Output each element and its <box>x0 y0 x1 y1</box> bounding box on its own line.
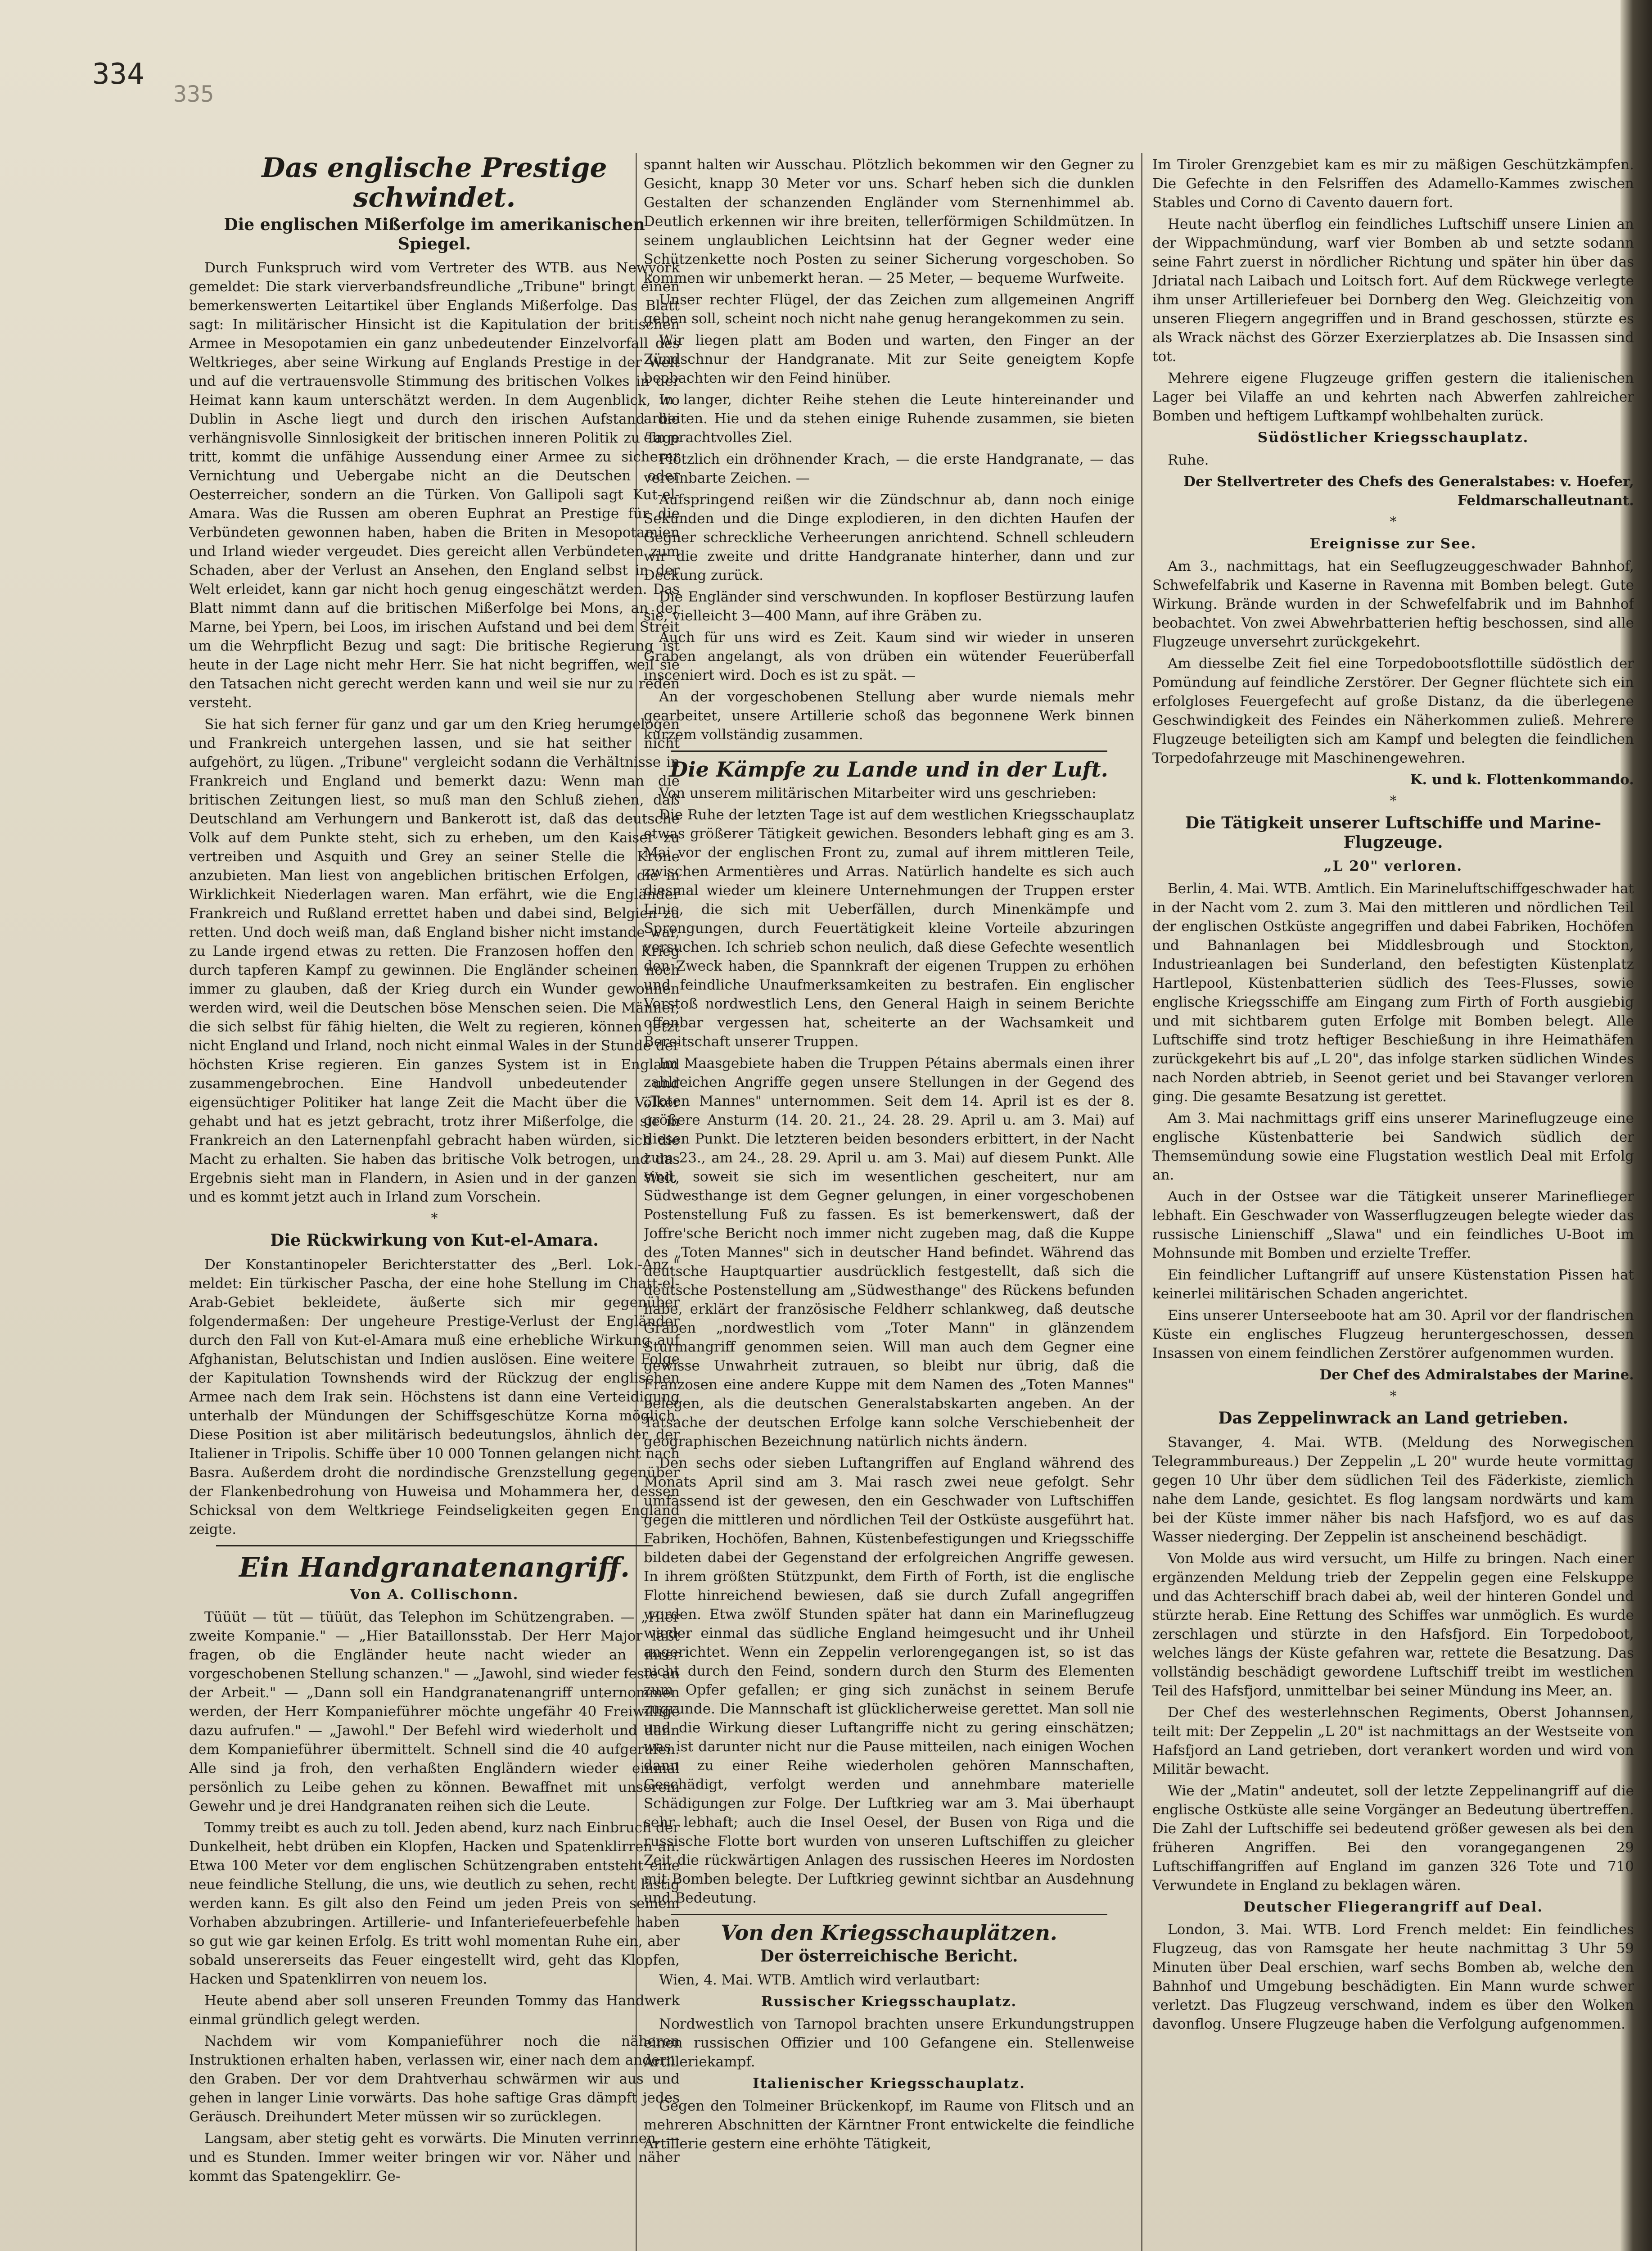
article-paragraph: An der vorgeschobenen Stellung aber wurde niemals mehr gearbeitet, unsere Artillerie schoß das begonnene Werk binnen kurzem vollständig zusammen. <box>644 689 1134 743</box>
headline: Die Kämpfe zu Lande und in der Luft. <box>670 757 1108 782</box>
article-paragraph: In langer, dichter Reihe stehen die Leute hintereinander und arbeiten. Hie und da stehen einige Ruhende zusammen, sie bieten ein prachtvolles Ziel. <box>644 392 1134 446</box>
signature: Der Stellvertreter des Chefs des Generalstabes: v. Hoefer, Feldmarschalleutnant. <box>1183 474 1634 509</box>
headline: Die Rückwirkung von Kut-el-Amara. <box>270 1231 599 1250</box>
subheadline: Der österreichische Bericht. <box>760 1947 1018 1966</box>
headline: Ein Handgranatenangriff. <box>239 1551 630 1583</box>
article-paragraph: Tommy treibt es auch zu toll. Jeden abend, kurz nach Einbruch der Dunkelheit, hebt drüben ein Klopfen, Hacken und Spatenklirren an. Etwa 100 Meter vor dem englischen Schützengraben entsteht eine neue feindliche Stellung, die uns, wie deutlich zu sehen, recht lästig werden kann. Es gilt also den Feind um jeden Preis von seinem Vorhaben abzubringen. Artillerie- und Infanteriefeuerbefehle haben so gut wie gar keinen Erfolg. Es tritt wohl momentan Ruhe ein, aber sobald unsererseits das Feuer eingestellt wird, geht das Klopfen, Hacken und Spatenklirren von neuem los. <box>189 1819 680 1987</box>
handwritten-note: 335 <box>173 81 214 107</box>
column-middle <box>644 155 1134 2251</box>
divider <box>216 1545 653 1546</box>
article-paragraph: Eins unserer Unterseeboote hat am 30. April vor der flandrischen Küste ein englisches Flugzeug heruntergeschossen, dessen Insassen von einem feindlichen Zerstörer aufgenommen wurden. <box>1152 1307 1634 1362</box>
page-number: 334 <box>92 58 144 91</box>
column-right <box>1152 155 1634 2251</box>
article-paragraph: Stavanger, 4. Mai. WTB. (Meldung des Norwegischen Telegrammbureaus.) Der Zeppelin „L 20" wurde heute vormittag gegen 10 Uhr über dem südlichen Teil des Fäderkiste, ziemlich nahe dem Lande, gesichtet. Es flog langsam nordwärts und kam bei der Küste immer näher bis nach Hafsfjord, wo es auf das Wasser niederging. Der Zeppelin ist anscheinend beschädigt. <box>1152 1434 1634 1545</box>
article-paragraph: Von unserem militärischen Mitarbeiter wird uns geschrieben: <box>659 785 1097 801</box>
column-left <box>189 149 680 2251</box>
article-paragraph: Tüüüt — tüt — tüüüt, das Telephon im Schützengraben. — „Hier zweite Kompanie." — „Hier Bataillonsstab. Der Herr Major läßt fragen, ob die Engländer heute nacht wieder an ihrer vorgeschobenen Stellung schanzen." — „Jawohl, sind wieder feste an der Arbeit." — „Dann soll ein Handgranatenangriff unternommen werden, der Herr Kompanieführer möchte ungefähr 40 Freiwillige dazu aufrufen." — „Jawohl." Der Befehl wird wiederholt und dann dem Kompanieführer übermittelt. Schnell sind die 40 aufgerufen. Alle sind ja froh, den verhaßten Engländern wieder einmal persönlich zu Leibe gehen zu können. Bewaffnet mit unserem Gewehr und je drei Handgranaten reihen sich die Leute. <box>189 1609 680 1814</box>
article-paragraph: Ein feindlicher Luftangriff auf unsere Küstenstation Pissen hat keinerlei militärischen Schaden angerichtet. <box>1152 1267 1634 1302</box>
article-paragraph: Wien, 4. Mai. WTB. Amtlich wird verlautbart: <box>659 1972 980 1989</box>
signature: K. und k. Flottenkommando. <box>1410 772 1634 788</box>
byline: Von A. Collischonn. <box>350 1586 519 1603</box>
column-rule <box>1141 153 1142 2251</box>
subheadline: „L 20" verloren. <box>1323 858 1463 875</box>
article-paragraph: Wir liegen platt am Boden und warten, den Finger an der Zündschnur der Handgranate. Mit zur Seite geneigtem Kopfe beobachten wir den Feind hinüber. <box>644 332 1134 386</box>
signature: Der Chef des Admiralstabes der Marine. <box>1319 1367 1634 1383</box>
headline: Die Tätigkeit unserer Luftschiffe und Marine-Flugzeuge. <box>1185 814 1602 852</box>
article-paragraph: Gegen den Tolmeiner Brückenkopf, im Raume von Flitsch und an mehreren Abschnitten der Kärntner Front entwickelte die feindliche Artillerie gestern eine erhöhte Tätigkeit, <box>644 2098 1134 2152</box>
article-paragraph: Den sechs oder sieben Luftangriffen auf England während des Monats April sind am 3. Mai rasch zwei neue gefolgt. Sehr umfassend ist der gewesen, den ein Geschwader von Luftschiffen gegen die mittleren und nördlichen Teil der Ostküste ausgeführt hat. Fabriken, Hochöfen, Bahnen, Küstenbefestigungen und Kriegsschiffe bildeten dabei der Gegenstand der erfolgreichen Angriffe gewesen. In ihrem größten Stützpunkt, dem Firth of Forth, ist die englische Flotte hinreichend bewiesen, daß sie durch Zufall angegriffen worden. Etwa zwölf Stunden später hat dann ein Marineflugzeug wieder einmal das südliche England heimgesucht und ihr Unheil angerichtet. Wenn ein Zeppelin verlorengegangen ist, so ist das nicht durch den Feind, sondern durch den Sturm des Elementen zum Opfer gefallen; er ging sich zunächst in seinem Berufe zugrunde. Die Mannschaft ist glücklicherweise gerettet. Man soll nie und die Wirkung dieser Luftangriffe nicht zu gering einschätzen; was ist darunter nicht nur die Pause mitteilen, nach einigen Wochen dann zu einer Reihe wiederholen gehören Mannschaften, Geschädigt, verfolgt werden und annehmbare materielle Schädigungen zur Folge. Der Luftkrieg war am 3. Mai überhaupt sehr lebhaft; auch die Insel Oesel, der Busen von Riga und die russische Flotte bort wurden von unseren Luftschiffen zu gleicher Zeit die rückwärtigen Anlagen des russischen Heeres im Nordosten mit Bomben belegte. Der Luftkrieg gewinnt sichtbar an Ausdehnung und Bedeutung. <box>644 1455 1134 1906</box>
article-paragraph: Am 3., nachmittags, hat ein Seeflugzeuggeschwader Bahnhof, Schwefelfabrik und Kaserne in Ravenna mit Bomben belegt. Gute Wirkung. Brände wurden in der Schwefelfabrik und im Bahnhof beobachtet. Von zwei Abwehrbatterien heftig beschossen, sind alle Flugzeuge unversehrt zurückgekehrt. <box>1152 558 1634 650</box>
article-paragraph: Nordwestlich von Tarnopol brachten unsere Erkundungstruppen einen russischen Offizier und 100 Gefangene ein. Stellenweise Artilleriekampf. <box>644 2016 1134 2070</box>
headline: Das Zeppelinwrack an Land getrieben. <box>1218 1409 1568 1428</box>
article-paragraph: Am 3. Mai nachmittags griff eins unserer Marineflugzeuge eine englische Küstenbatterie bei Sandwich südlich der Themsemündung sowie eine Flugstation westlich Deal mit Erfolg an. <box>1152 1110 1634 1184</box>
headline: Das englische Prestige schwindet. <box>262 152 607 213</box>
article-paragraph: Berlin, 4. Mai. WTB. Amtlich. Ein Marineluftschiffgeschwader hat in der Nacht vom 2. zum 3. Mai den mittleren und nördlichen Teil der englischen Ostküste angegriffen und dabei Fabriken, Hochöfen und Bahnanlagen bei Middlesbrough und Stockton, Industrieanlagen bei Sunderland, den befestigten Küstenplatz Hartlepool, Küstenbatterien südlich des Tees-Flusses, sowie englische Kriegsschiffe am Eingang zum Firth of Forth ausgiebig und mit sichtbarem guten Erfolge mit Bomben belegt. Alle Luftschiffe sind trotz heftiger Beschießung in ihre Heimathäfen zurückgekehrt bis auf „L 20", das infolge starken südlichen Windes nach Norden abtrieb, in Seenot geriet und bei Stavanger verloren ging. Die gesamte Besatzung ist gerettet. <box>1152 881 1634 1105</box>
article-paragraph: Am diesselbe Zeit fiel eine Torpedobootsflottille südöstlich der Pomündung auf feindliche Zerstörer. Der Gegner flüchtete sich ein erfolgloses Feuergefecht auf große Distanz, da die überlegene Geschwindigkeit des Feindes ein Näherkommen zuließ. Mehrere Flugzeuge beteiligten sich am Kampf und belegten die feindlichen Torpedofahrzeuge mit Maschinengewehren. <box>1152 655 1634 766</box>
article-paragraph: Die Engländer sind verschwunden. In kopfloser Bestürzung laufen sie, vielleicht 3—400 Mann, auf ihre Gräben zu. <box>644 589 1134 624</box>
article-paragraph: Unser rechter Flügel, der das Zeichen zum allgemeinen Angriff geben soll, scheint noch nicht nahe genug herangekommen zu sein. <box>644 292 1134 327</box>
article-paragraph: Auch für uns wird es Zeit. Kaum sind wir wieder in unseren Graben angelangt, als von drüben ein wütender Feuerüberfall insceniert wird. Doch es ist zu spät. — <box>644 629 1134 683</box>
section-heading: Italienischer Kriegsschauplatz. <box>753 2075 1025 2092</box>
section-heading: Ereignisse zur See. <box>1309 536 1477 552</box>
article-paragraph: Auch in der Ostsee war die Tätigkeit unserer Marineflieger lebhaft. Ein Geschwader von Wasserflugzeugen belegte wieder das russische Linienschiff „Slawa" und ein feindliches U-Boot im Mohnsunde mit Bomben und erzielte Treffer. <box>1152 1189 1634 1262</box>
section-heading: Südöstlicher Kriegsschauplatz. <box>1257 429 1529 446</box>
headline: Deutscher Fliegerangriff auf Deal. <box>1243 1898 1544 1915</box>
article-paragraph: Durch Funkspruch wird vom Vertreter des WTB. aus Newyork gemeldet: Die stark vierverbandsfreundliche „Tribune" bringt einen bemerkenswerten Leitartikel über Englands Mißerfolge. Das Blatt sagt: In militärischer Hinsicht ist die Kapitulation der britischen Armee in Mesopotamien ein ganz unbedeutender Einzelvorfall des Weltkrieges, aber seine Wirkung auf Englands Prestige in der Welt und auf die vertrauensvolle Stimmung des britischen Volkes in der Heimat kann kaum unterschätzt werden. In dem Augenblick, wo Dublin in Asche liegt und durch den irischen Aufstand die verhängnisvolle Sinnlosigkeit der britischen inneren Politik zu Tage tritt, kommt die unfähige Aussendung einer Armee zu sicherer Vernichtung und Uebergabe nicht an die Deutschen oder Oesterreicher, sondern an die Türken. Von Gallipoli sagt Kut-el-Amara. Was die Russen am oberen Euphrat an Prestige für die Verbündeten gewonnen haben, haben die Briten in Mesopotamien und Irland wieder vergeudet. Dies gereicht allen Verbündeten zum Schaden, aber der Verlust an Ansehen, den England selbst in der Welt erleidet, kann gar nicht hoch genug eingeschätzt werden. Das Blatt nimmt dann auf die britischen Mißerfolge bei Mons, an der Marne, bei Ypern, bei Loos, im irischen Aufstand und bei dem Streit um die Wehrpflicht Bezug und sagt: Die britische Regierung ist heute in der Lage nicht mehr Herr. Sie hat nicht begriffen, weil sie den Tatsachen nicht gerecht werden kann und weil sie nur zu reden versteht. <box>189 260 680 711</box>
article-paragraph: Aufspringend reißen wir die Zündschnur ab, dann noch einige Sekunden und die Dinge explodieren, in den dichten Haufen der Gegner schreckliche Verheerungen anrichtend. Schnell schleudern wir die zweite und dritte Handgranate hinterher, dann und zur Deckung zurück. <box>644 492 1134 583</box>
article-paragraph: Mehrere eigene Flugzeuge griffen gestern die italienischen Lager bei Vilaffe an und kehrten nach Abwerfen zahlreicher Bomben und heftigem Luftkampf wohlbehalten zurück. <box>1152 370 1634 424</box>
divider <box>671 750 1107 752</box>
separator-asterisk: * <box>1390 514 1397 530</box>
article-paragraph: Im Tiroler Grenzgebiet kam es mir zu mäßigen Geschützkämpfen. Die Gefechte in den Felsriffen des Adamello-Kammes zwischen Stables und Corno di Cavento dauern fort. <box>1152 157 1634 211</box>
separator-asterisk: * <box>431 1211 438 1227</box>
article-paragraph: London, 3. Mai. WTB. Lord French meldet: Ein feindliches Flugzeug, das von Ramsgate her heute nachmittag 3 Uhr 59 Minuten über Deal erschien, warf sechs Bomben ab, welche den Bahnhof und Umgebung beschädigten. Ein Mann wurde schwer verletzt. Das Flugzeug verschwand, indem es über den Wolken davonflog. Unsere Flugzeuge haben die Verfolgung aufgenommen. <box>1152 1921 1634 2032</box>
separator-asterisk: * <box>1390 1388 1397 1405</box>
article-paragraph: Der Konstantinopeler Berichterstatter des „Berl. Lok.-Anz." meldet: Ein türkischer Pascha, der eine hohe Stellung im Chatt-el-Arab-Gebiet bekleidete, äußerte sich mir gegenüber folgendermaßen: Der ungeheure Prestige-Verlust der Engländer durch den Fall von Kut-el-Amara muß eine erhebliche Wirkung auf Afghanistan, Belutschistan und Indien auslösen. Eine weitere Folge der Kapitulation Townshends wird der Rückzug der englischen Armee nach dem Irak sein. Höchstens ist dann eine Verteidigung unterhalb der Mündungen der Schiffsgeschütze Korna möglich. Diese Position ist aber militärisch bedeutungslos, ähnlich der der Italiener in Tripolis. Schiffe über 10 000 Tonnen gelangen nicht nach Basra. Außerdem droht die nordindische Grenzstellung gegenüber der Flankenbedrohung von Huweisa und Mohammera her, dessen Schicksal von dem Weltkriege Feindseligkeiten gegen England zeigte. <box>189 1256 680 1537</box>
article-paragraph: Im Maasgebiete haben die Truppen Pétains abermals einen ihrer zahlreichen Angriffe gegen unsere Stellungen in der Gegend des „Toten Mannes" unternommen. Seit dem 14. April ist es der 8. größere Ansturm (14. 20. 21., 24. 28. 29. April u. am 3. Mai) auf diesen Punkt. Die letzteren beiden besonders erbittert, in der Nacht zum 23., am 24., 28. 29. April u. am 3. Mai) auf diesem Punkt. Alle sind, soweit sie sich im wesentlichen gescheitert, nur am Südwesthange ist dem Gegner gelungen, in einer vorgeschobenen Postenstellung Fuß zu fassen. Es ist bemerkenswert, daß der Joffre'sche Bericht noch immer nicht zugeben mag, daß die Kuppe des „Toten Mannes" sich in deutscher Hand befindet. Während das deutsche Hauptquartier ausdrücklich festgestellt, daß sich die deutsche Postenstellung am „Südwesthange" des Rückens befunden habe, erklärt der französische Feldherr schlankweg, daß deutsche Gräben „nordwestlich vom „Toter Mann" in glänzendem Sturmangriff genommen seien. Will man auch dem Gegner eine gewisse Unwahrheit zutrauen, so bleibt nur übrig, daß die Franzosen eine andere Kuppe mit dem Namen des „Toten Mannes" belegen, als die deutschen Generalstabskarten angeben. An der Tatsache der deutschen Erfolge kann solche Verschiebenheit der geographischen Bezeichnung natürlich nichts ändern. <box>644 1055 1134 1450</box>
article-paragraph: Ruhe. <box>1168 452 1209 468</box>
article-paragraph: Heute abend aber soll unseren Freunden Tommy das Handwerk einmal gründlich gelegt werden. <box>189 1992 680 2028</box>
article-paragraph: Sie hat sich ferner für ganz und gar um den Krieg herumgelogen und Frankreich untergehen lassen, und sie hat seither nicht aufgehört, zu lügen. „Tribune" vergleicht sodann die Verhältnisse in Frankreich und England und bemerkt dazu: Wenn man die britischen Zeitungen liest, so muß man den Schluß ziehen, daß Deutschland am Verhungern und Bankerott ist, daß das deutsche Volk auf dem Punkte steht, sich zu erheben, um den Kaiser zu vertreiben und Asquith und Grey an seiner Stelle die Krone anzubieten. Man liest von angeblichen britischen Erfolgen, die in Wirklichkeit Niederlagen waren. Man erfährt, wie die Engländer Frankreich und Rußland errettet haben und dabei sind, Belgien zu retten. Und doch weiß man, daß England bisher nicht imstande war, zu Lande irgend etwas zu retten. Die Franzosen hoffen den Krieg durch tapferen Kampf zu gewinnen. Die Engländer scheinen noch immer zu glauben, daß der Krieg durch ein Wunder gewonnen werden wird, weil die Deutschen böse Menschen seien. Die Männer, die sich selbst für fähig hielten, die Welt zu regieren, können jetzt nicht England und Irland, noch nicht einmal Wales in der Stunde der höchsten Krise regieren. Ein ganzes System ist in England zusammengebrochen. Eine Handvoll unbedeutender und eigensüchtiger Politiker hat lange Zeit die Macht über die Völker gehabt und hat es jetzt gebracht, trotz ihrer Mißerfolge, die sie in Frankreich an den Laternenpfahl gebracht haben würden, sich die Macht zu erhalten. Sie haben das britische Volk betrogen, und das Ergebnis sieht man in Flandern, in Asien und in der ganzen Welt, und es kommt jetzt auch in Irland zum Vorschein. <box>189 716 680 1206</box>
section-heading: Russischer Kriegsschauplatz. <box>761 1993 1017 2010</box>
separator-asterisk: * <box>1390 793 1397 809</box>
subheadline: Die englischen Mißerfolge im amerikanischen Spiegel. <box>224 215 645 254</box>
article-paragraph: Langsam, aber stetig geht es vorwärts. Die Minuten verrinnen, — und es Stunden. Immer weiter bringen wir vor. Näher und näher kommt das Spatengeklirr. Ge- <box>189 2130 680 2184</box>
headline: Von den Kriegsschauplätzen. <box>721 1920 1057 1945</box>
article-paragraph: Von Molde aus wird versucht, um Hilfe zu bringen. Nach einer ergänzenden Meldung trieb der Zeppelin gegen eine Felskuppe und das Achterschiff brach dabei ab, weil der hinteren Gondel und stürzte herab. Eine Rettung des Schiffes war unmöglich. Es wurde zerschlagen und stürzte in den Hafsfjord. Ein Torpedoboot, welches längs der Küste gefahren war, rettete die Besatzung. Das vollständig beschädigt gewordene Luftschiff treibt im westlichen Teil des Hafsfjord, unmittelbar bei seiner Mündung ins Meer, an. <box>1152 1550 1634 1699</box>
article-paragraph: Heute nacht überflog ein feindliches Luftschiff unsere Linien an der Wippachmündung, warf vier Bomben ab und setzte sodann seine Fahrt zuerst in nördlicher Richtung und später hin über das Jdriatal nach Laibach und Loitsch fort. Auf dem Rückwege verlegte ihm unser Artilleriefeuer bei Dornberg den Weg. Gleichzeitig von unseren Fliegern angegriffen und in Brand geschossen, stürzte es als Wrack nächst des Görzer Exerzierplatzes ab. Die Insassen sind tot. <box>1152 216 1634 365</box>
divider <box>671 1914 1107 1915</box>
article-paragraph: Die Ruhe der letzten Tage ist auf dem westlichen Kriegsschauplatz etwas größerer Tätigkeit gewichen. Besonders lebhaft ging es am 3. Mai vor der englischen Front zu, zumal auf ihrem mittleren Teile, zwischen Armentières und Arras. Natürlich handelte es sich auch diesmal wieder um kleinere Unternehmungen der Truppen erster Linie, die sich mit Ueberfällen, durch Minenkämpfe und Sprengungen, durch Feuertätigkeit kleine Vorteile abzuringen versuchen. Ich schrieb schon neulich, daß diese Gefechte wesentlich den Zweck haben, die Spannkraft der eigenen Truppen zu erhöhen und feindliche Unaufmerksamkeiten zu bestrafen. Ein englischer Vorstoß nordwestlich Lens, den General Haigh in seinem Berichte offenbar vergessen hat, scheiterte an der Wachsamkeit und Bereitschaft unserer Truppen. <box>644 806 1134 1050</box>
article-paragraph: Nachdem wir vom Kompanieführer noch die näheren Instruktionen erhalten haben, verlassen wir, einer nach dem andern, den Graben. Der vor dem Drahtverhau schwärmen wir aus und gehen in langer Linie vorwärts. Das hohe saftige Gras dämpft jedes Geräusch. Dreihundert Meter müssen wir so zurücklegen. <box>189 2033 680 2125</box>
article-paragraph: Wie der „Matin" andeutet, soll der letzte Zeppelinangriff auf die englische Ostküste alle seine Vorgänger an Bedeutung übertreffen. Die Zahl der Luftschiffe sei bedeutend größer gewesen als bei den früheren Angriffen. Bei den vorangegangenen 29 Luftschiffangriffen auf England im ganzen 326 Tote und 710 Verwundete in England zu beklagen wären. <box>1152 1782 1634 1894</box>
article-paragraph: Der Chef des westerlehnschen Regiments, Oberst Johannsen, teilt mit: Der Zeppelin „L 20" ist nachmittags an der Westseite von Hafsfjord an Land getrieben, dort verankert worden und wird von Militär bewacht. <box>1152 1704 1634 1777</box>
article-paragraph: Plötzlich ein dröhnender Krach, — die erste Handgranate, — das vereinbarte Zeichen. — <box>644 451 1134 486</box>
article-paragraph: spannt halten wir Ausschau. Plötzlich bekommen wir den Gegner zu Gesicht, knapp 30 Meter vor uns. Scharf heben sich die dunklen Gestalten der schanzenden Engländer vom Sternenhimmel ab. Deutlich erkennen wir ihre breiten, tellerförmigen Schildmützen. In seinem unglaublichen Leichtsinn hat der Gegner weder eine Schützenkette noch Posten zu seiner Sicherung vorgeschoben. So kommen wir unbemerkt heran. — 25 Meter, — bequeme Wurfweite. <box>644 157 1134 286</box>
